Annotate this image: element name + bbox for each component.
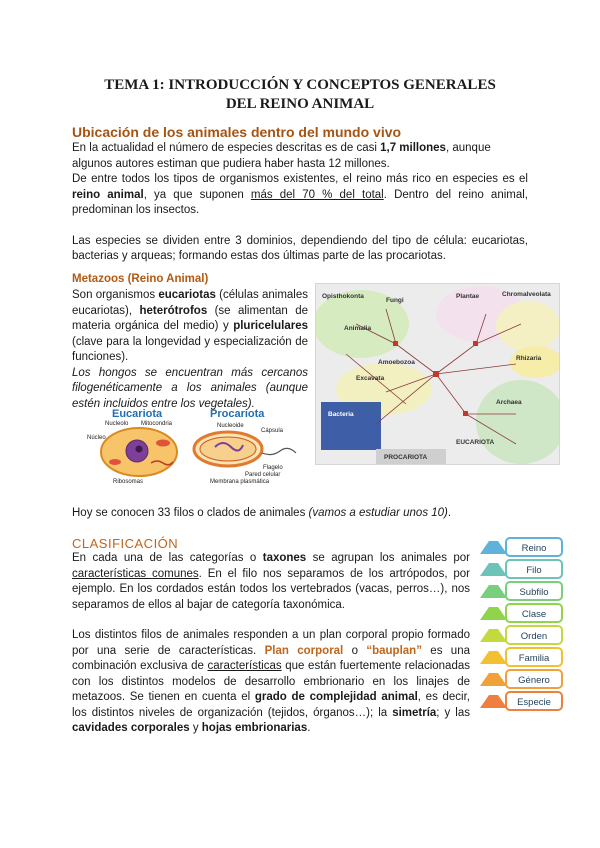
label-rhizaria: Rhizaria (516, 355, 542, 362)
text: En cada una de las categorías o (72, 552, 263, 564)
page-title (0, 76, 600, 114)
blob-rhizaria (510, 346, 559, 378)
text: . (447, 507, 452, 519)
underline-caracteristicas-comunes: características comunes (72, 567, 199, 580)
highlight-cavidades: cavidades corporales (72, 722, 190, 734)
rank-cone (480, 673, 507, 686)
prokaryote-title: Procariota (210, 408, 265, 420)
rank-label: Subfilo (519, 587, 549, 598)
phylogenetic-tree (316, 284, 559, 464)
highlight-taxones: taxones (262, 552, 307, 564)
text: , aunque algunos autores estiman que pudiera haber hasta 12 millones. (72, 142, 491, 170)
highlight-complejidad: grado de complejidad animal (254, 691, 418, 703)
rank-label: Orden (520, 631, 548, 642)
text: y (189, 722, 202, 734)
label-nucleolo: Nucleolo (105, 421, 129, 427)
rank-cone (480, 695, 507, 708)
highlight-hojas: hojas embrionarias (201, 722, 308, 734)
label-eucariota: EUCARIOTA (456, 439, 495, 446)
label-membrana: Membrana plasmática (210, 479, 270, 485)
rank-label: Clase (521, 609, 547, 620)
text: Hoy se conocen 33 filos o clados de animales (72, 507, 309, 519)
paragraph-reino-animal (72, 172, 528, 219)
text: (células animales eucariotas), (72, 289, 308, 317)
text: Son organismos (72, 289, 159, 301)
section-ubicacion-body (72, 141, 528, 265)
section-metazoos-body (72, 288, 308, 412)
highlight-pluricelulares: pluricelulares (233, 320, 308, 332)
text: . Dentro del reino animal, predominan los insectos. (72, 188, 528, 216)
rank-label: Reino (521, 543, 547, 554)
label-plantae: Plantae (456, 293, 480, 300)
underline-70: más del 70 % del total (250, 188, 384, 201)
text: . En el filo nos separamos de los artrópodos, por ejemplo. En los cordados están todos los vertebrados (vacas, perros…), nos separamos de ellos al bajar de categoría taxonómica. (72, 567, 470, 611)
taxonomy-ranks-figure (476, 528, 568, 718)
rank-familia (480, 648, 562, 666)
paragraph-especies (72, 141, 528, 172)
text: , ya que suponen (143, 188, 251, 201)
rank-filo (480, 560, 562, 578)
text: es una combinación exclusiva de (72, 644, 470, 672)
flagellum (262, 448, 296, 454)
label-archaea: Archaea (496, 399, 522, 406)
phylogenetic-tree-figure (315, 283, 560, 465)
rank-cone (480, 541, 507, 554)
page-title-line1: TEMA 1: INTRODUCCIÓN Y CONCEPTOS GENERALES (104, 77, 496, 93)
text: De entre todos los tipos de organismos existentes, el reino más rico en especies es el (72, 173, 528, 185)
italic-estudiar: (vamos a estudiar unos 10) (308, 507, 448, 519)
panel-bacteria (321, 402, 381, 450)
rank-label: Género (518, 675, 550, 686)
label-mitocondria: Mitocondria (141, 421, 173, 427)
paragraph-metazoos (72, 288, 308, 366)
text: ; y las (436, 706, 470, 719)
rank-cone (480, 651, 507, 664)
label-animalia: Animalia (344, 325, 372, 332)
rank-cone (480, 563, 507, 576)
label-bacteria: Bacteria (328, 411, 354, 418)
label-fungi: Fungi (386, 297, 404, 304)
text: o (343, 644, 367, 657)
rank-cone (480, 629, 507, 642)
text: . (307, 722, 311, 734)
paragraph-bauplan (72, 628, 470, 737)
mitochondria (109, 459, 121, 465)
paragraph-taxones (72, 551, 470, 613)
rank-clase (480, 604, 562, 622)
rank-orden (480, 626, 562, 644)
section-heading-ubicacion: Ubicación de los animales dentro del mundo vivo (72, 124, 402, 140)
text: que están fuertemente relacionadas con los distintos modelos de desarrollo embrionario en los linajes de metazoos. Se tienen en cuenta el (72, 660, 470, 703)
rank-cone (480, 607, 507, 620)
rank-label: Filo (526, 565, 542, 576)
rank-género (480, 670, 562, 688)
label-amoebozoa: Amoebozoa (378, 359, 415, 366)
label-opisthokonta: Opisthokonta (322, 293, 364, 300)
underline-caracteristicas: características (207, 660, 282, 672)
rank-subfilo (480, 582, 562, 600)
text: , es decir, los distintos niveles de organización (tejidos, órganos…); la (72, 691, 470, 719)
label-flagelo: Flagelo (263, 465, 283, 471)
text: (clave para la longevidad y especialización de funciones). (72, 335, 308, 363)
label-procariota: PROCARIOTA (384, 454, 428, 461)
paragraph-dominios: Las especies se dividen entre 3 dominios, dependiendo del tipo de célula: eucariotas, bacterias y arqueas; formando estas dos últimas parte de las procariotas. (72, 234, 528, 262)
text: (se alimentan de materia orgánica del medio) y (72, 304, 309, 332)
highlight-plan-corporal: Plan corporal (264, 644, 344, 657)
plasma-membrane (200, 437, 256, 461)
text: Los distintos filos de animales responden a un plan corporal propio formado por una serie de características. (72, 629, 470, 657)
label-excavata: Excavata (356, 375, 385, 382)
highlight-reino-animal: reino animal (72, 188, 144, 201)
text: se agrupan los animales por (306, 552, 470, 564)
rank-label: Familia (518, 653, 550, 664)
label-chromalveolata: Chromalveolata (502, 291, 551, 298)
rank-label: Especie (517, 697, 551, 708)
eukaryote-title: Eucariota (112, 408, 163, 420)
page-title-line2: DEL REINO ANIMAL (225, 96, 375, 112)
blob-archaea (476, 380, 559, 464)
paragraph-hongos: Los hongos se encuentran más cercanos filogenéticamente a los animales (aunque estén incluidos entre los vegetales). (72, 366, 308, 410)
nucleolus (136, 446, 143, 453)
section-heading-metazoos: Metazoos (Reino Animal) (72, 273, 209, 285)
label-capsula: Cápsula (261, 428, 284, 434)
section-heading-clasificacion: CLASIFICACIÓN (72, 536, 179, 551)
label-nucleoide: Nucleoide (217, 423, 244, 429)
highlight-eucariotas: eucariotas (158, 289, 216, 301)
highlight-millones: 1,7 millones (380, 142, 446, 154)
taxonomy-ranks (480, 538, 562, 710)
highlight-heterotrofos: heterótrofos (139, 304, 208, 317)
label-pared: Pared celular (245, 472, 281, 478)
section-clasificacion-body (72, 551, 470, 737)
rank-especie (480, 692, 562, 710)
rank-cone (480, 585, 507, 598)
paragraph-filos (72, 506, 528, 522)
rank-reino (480, 538, 562, 556)
blob-chromalveolata (496, 301, 559, 351)
cell-diagram (85, 405, 300, 485)
label-nucleo: Núcleo (87, 435, 106, 441)
highlight-bauplan: “bauplan” (366, 644, 422, 657)
highlight-simetria: simetría (392, 706, 437, 719)
text: En la actualidad el número de especies descritas es de casi (72, 142, 381, 154)
mitochondria (156, 440, 170, 447)
label-ribosomas: Ribosomas (113, 479, 144, 485)
